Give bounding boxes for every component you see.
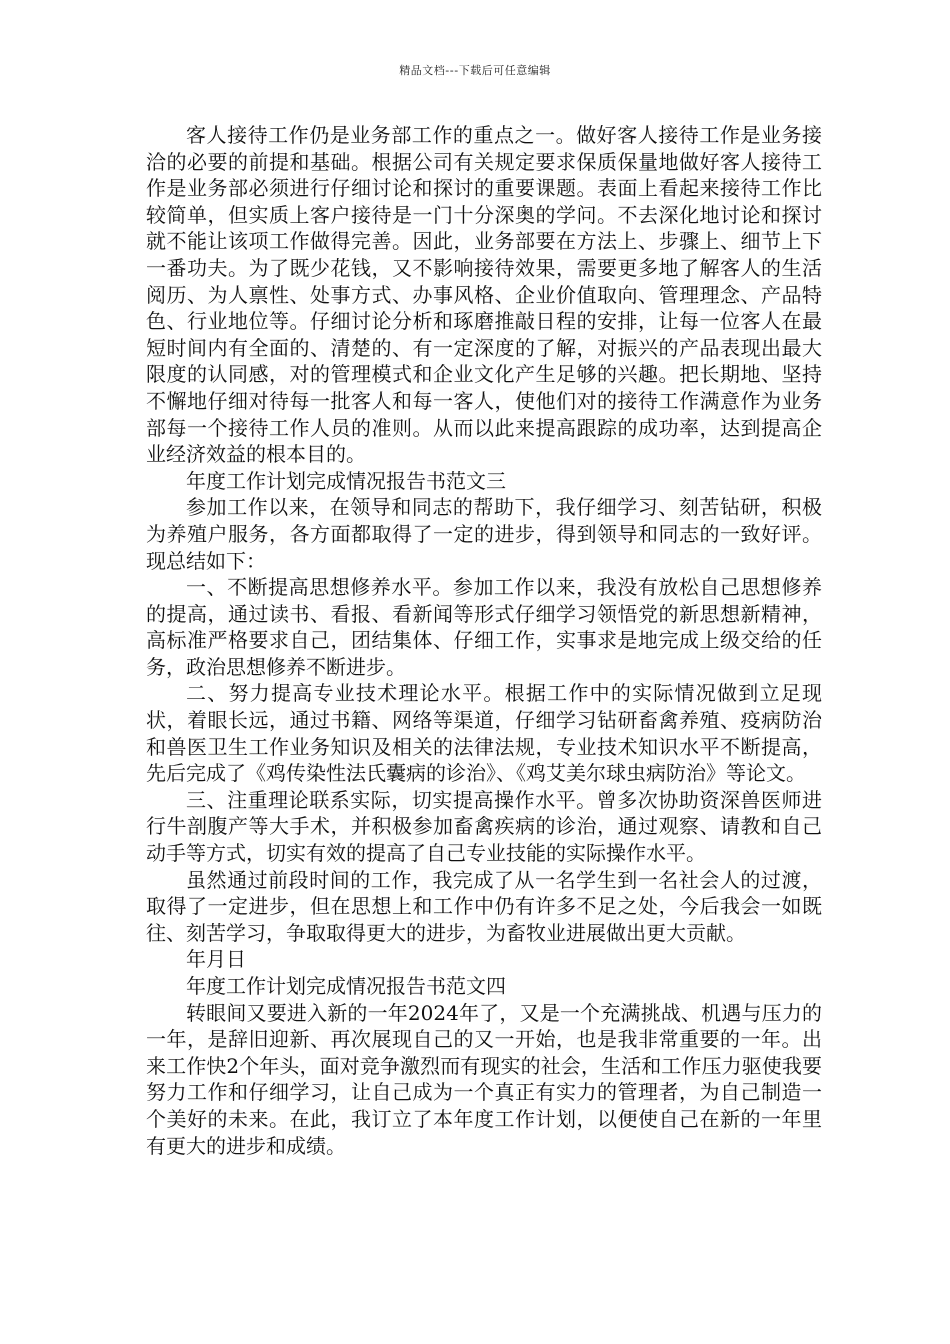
paragraph-point-3: 三、注重理论联系实际，切实提高操作水平。曾多次协助资深兽医师进行牛剖腹产等大手术，并积极参加畜禽疾病的诊治，通过观察、请教和自己动手等方式，切实有效的提高了自己专业技能的实际操作水平。 [146, 787, 822, 866]
section-heading-4: 年度工作计划完成情况报告书范文四 [186, 974, 506, 998]
paragraph-point-1: 一、不断提高思想修养水平。参加工作以来，我没有放松自己思想修养的提高，通过读书、看报、看新闻等形式仔细学习领悟党的新思想新精神，高标准严格要求自己，团结集体、仔细工作，实事求是地完成上级交给的任务，政治思想修养不断进步。 [146, 575, 822, 679]
paragraph-conclusion: 虽然通过前段时间的工作，我完成了从一名学生到一名社会人的过渡，取得了一定进步，但在思想上和工作中仍有许多不足之处，今后我会一如既往、刻苦学习，争取取得更大的进步，为畜牧业进展做出更大贡献。 [146, 867, 822, 945]
document-body [146, 122, 822, 1159]
paragraph-point-2: 二、努力提高专业技术理论水平。根据工作中的实际情况做到立足现状，着眼长远，通过书籍、网络等渠道，仔细学习钻研畜禽养殖、疫病防治和兽医卫生工作业务知识及相关的法律法规，专业技术知识水平不断提高，先后完成了《鸡传染性法氏囊病的诊治》、《鸡艾美尔球虫病防治》等论文。 [146, 681, 822, 786]
paragraph-intro: 参加工作以来，在领导和同志的帮助下，我仔细学习、刻苦钻研，积极为养殖户服务，各方面都取得了一定的进步，得到领导和同志的一致好评。现总结如下： [146, 495, 822, 573]
section-heading-3: 年度工作计划完成情况报告书范文三 [186, 468, 506, 493]
date-line: 年月日 [186, 947, 246, 972]
page-header: 精品文档---下载后可任意编辑 [399, 64, 551, 77]
paragraph-reception-work: 客人接待工作仍是业务部工作的重点之一。做好客人接待工作是业务接洽的必要的前提和基础。根据公司有关规定要求保质保量地做好客人接待工作是业务部必须进行仔细讨论和探讨的重要课题。表面上看起来接待工作比较简单，但实质上客户接待是一门十分深奥的学问。不去深化地讨论和探讨就不能让该项工作做得完善。因此，业务部要在方法上、步骤上、细节上下一番功夫。为了既少花钱，又不影响接待效果，需要更多地了解客人的生活阅历、为人禀性、处事方式、办事风格、企业价值取向、管理理念、产品特色、行业地位等。仔细讨论分析和琢磨推敲日程的安排，让每一位客人在最短时间内有全面的、清楚的、有一定深度的了解，对振兴的产品表现出最大限度的认同感，对的管理模式和企业文化产生足够的兴趣。把长期地、坚持不懈地仔细对待每一批客人和每一客人，使他们对的接待工作满意作为业务部每一个接待工作人员的准则。从而以此来提高跟踪的成功率，达到提高企业经济效益的根本目的。 [146, 123, 822, 467]
paragraph-new-year-plan: 转眼间又要进入新的一年2024年了，又是一个充满挑战、机遇与压力的一年，是辞旧迎新、再次展现自己的又一开始，也是我非常重要的一年。出来工作快2个年头，面对竞争激烈而有现实的社会，生活和工作压力驱使我要努力工作和仔细学习，让自己成为一个真正有实力的管理者，为自己制造一个美好的未来。在此，我订立了本年度工作计划，以便使自己在新的一年里有更大的进步和成绩。 [146, 1000, 822, 1158]
